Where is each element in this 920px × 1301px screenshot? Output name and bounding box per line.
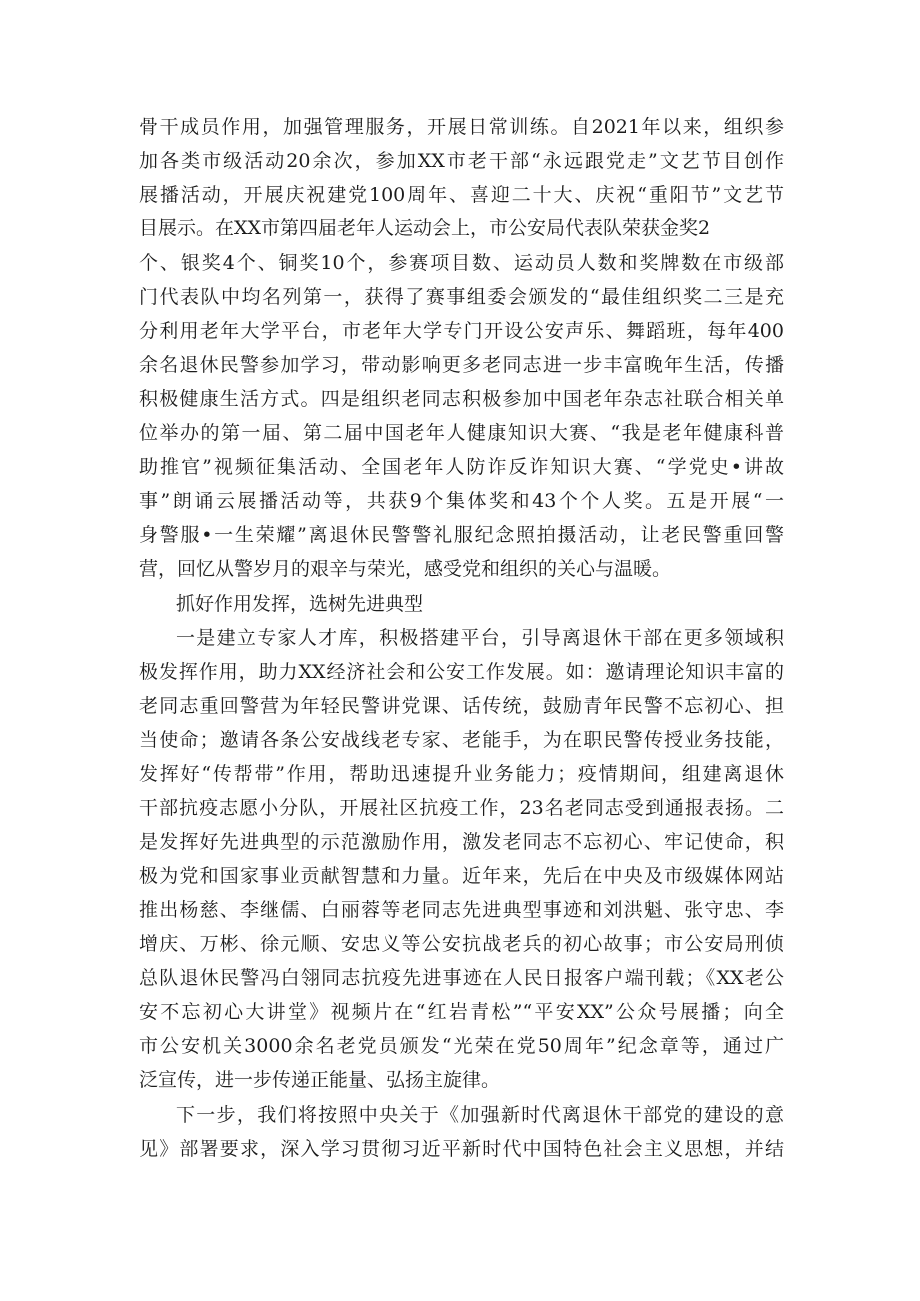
text-line: 极发挥作用，助力XX经济社会和公安工作发展。如：邀请理论知识丰富的 (139, 661, 784, 683)
text-line: 见》部署要求，深入学习贯彻习近平新时代中国特色社会主义思想，并结 (139, 1138, 784, 1160)
text-line: 余名退休民警参加学习，带动影响更多老同志进一步丰富晚年生活，传播 (139, 354, 784, 376)
text-line: 市公安机关3000余名老党员颁发“光荣在党50周年”纪念章等，通过广 (139, 1035, 784, 1057)
text-line: 下一步，我们将按照中央关于《加强新时代离退休干部党的建设的意 (176, 1104, 784, 1126)
text-line: 当使命；邀请各条公安战线老专家、老能手，为在职民警传授业务技能， (139, 729, 784, 751)
text-line: 总队退休民警冯白翎同志抗疫先进事迹在人民日报客户端刊载；《XX老公 (139, 967, 784, 989)
text-line: 分利用老年大学平台，市老年大学专门开设公安声乐、舞蹈班，每年400 (139, 320, 784, 342)
text-line: 身警服•一生荣耀”离退休民警警礼服纪念照拍摄活动，让老民警重回警 (139, 524, 784, 546)
text-line: 助推官”视频征集活动、全国老年人防诈反诈知识大赛、“学党史•讲故 (139, 456, 784, 478)
text-line: 展播活动，开展庆祝建党100周年、喜迎二十大、庆祝“重阳节”文艺节 (139, 184, 784, 206)
text-line: 泛宣传，进一步传递正能量、弘扬主旋律。 (139, 1069, 501, 1091)
text-line: 安不忘初心大讲堂》视频片在“红岩青松”“平安XX”公众号展播；向全 (139, 1001, 784, 1023)
text-line: 干部抗疫志愿小分队，开展社区抗疫工作，23名老同志受到通报表扬。二 (139, 797, 784, 819)
text-line: 发挥好“传帮带”作用，帮助迅速提升业务能力；疫情期间，组建离退休 (139, 763, 784, 785)
text-line: 是发挥好先进典型的示范激励作用，激发老同志不忘初心、牢记使命，积 (139, 831, 784, 853)
text-line: 事”朗诵云展播活动等，共获9个集体奖和43个个人奖。五是开展“一 (139, 490, 784, 512)
text-line: 目展示。在XX市第四届老年人运动会上，市公安局代表队荣获金奖2 (139, 217, 711, 239)
text-line: 老同志重回警营为年轻民警讲党课、话传统，鼓励青年民警不忘初心、担 (139, 695, 784, 717)
text-line: 个、银奖4个、铜奖10个，参赛项目数、运动员人数和奖牌数在市级部 (139, 252, 784, 274)
text-line: 加各类市级活动20余次，参加XX市老干部“永远跟党走”文艺节目创作 (139, 150, 784, 172)
text-line: 位举办的第一届、第二届中国老年人健康知识大赛、“我是老年健康科普 (139, 422, 784, 444)
text-line: 门代表队中均名列第一，获得了赛事组委会颁发的“最佳组织奖二三是充 (139, 286, 784, 308)
text-line: 骨干成员作用，加强管理服务，开展日常训练。自2021年以来，组织参 (139, 116, 784, 138)
text-line: 增庆、万彬、徐元顺、安忠义等公安抗战老兵的初心故事；市公安局刑侦 (139, 933, 784, 955)
text-line: 极为党和国家事业贡献智慧和力量。近年来，先后在中央及市级媒体网站 (139, 865, 784, 887)
text-line: 营，回忆从警岁月的艰辛与荣光，感受党和组织的关心与温暖。 (139, 558, 672, 580)
section-heading: 抓好作用发挥，选树先进典型 (176, 593, 424, 615)
text-line: 积极健康生活方式。四是组织老同志积极参加中国老年杂志社联合相关单 (139, 388, 784, 410)
text-line: 一是建立专家人才库，积极搭建平台，引导离退休干部在更多领域积 (176, 627, 784, 649)
text-line: 推出杨慈、李继儒、白丽蓉等老同志先进典型事迹和刘洪魁、张守忠、李 (139, 899, 784, 921)
